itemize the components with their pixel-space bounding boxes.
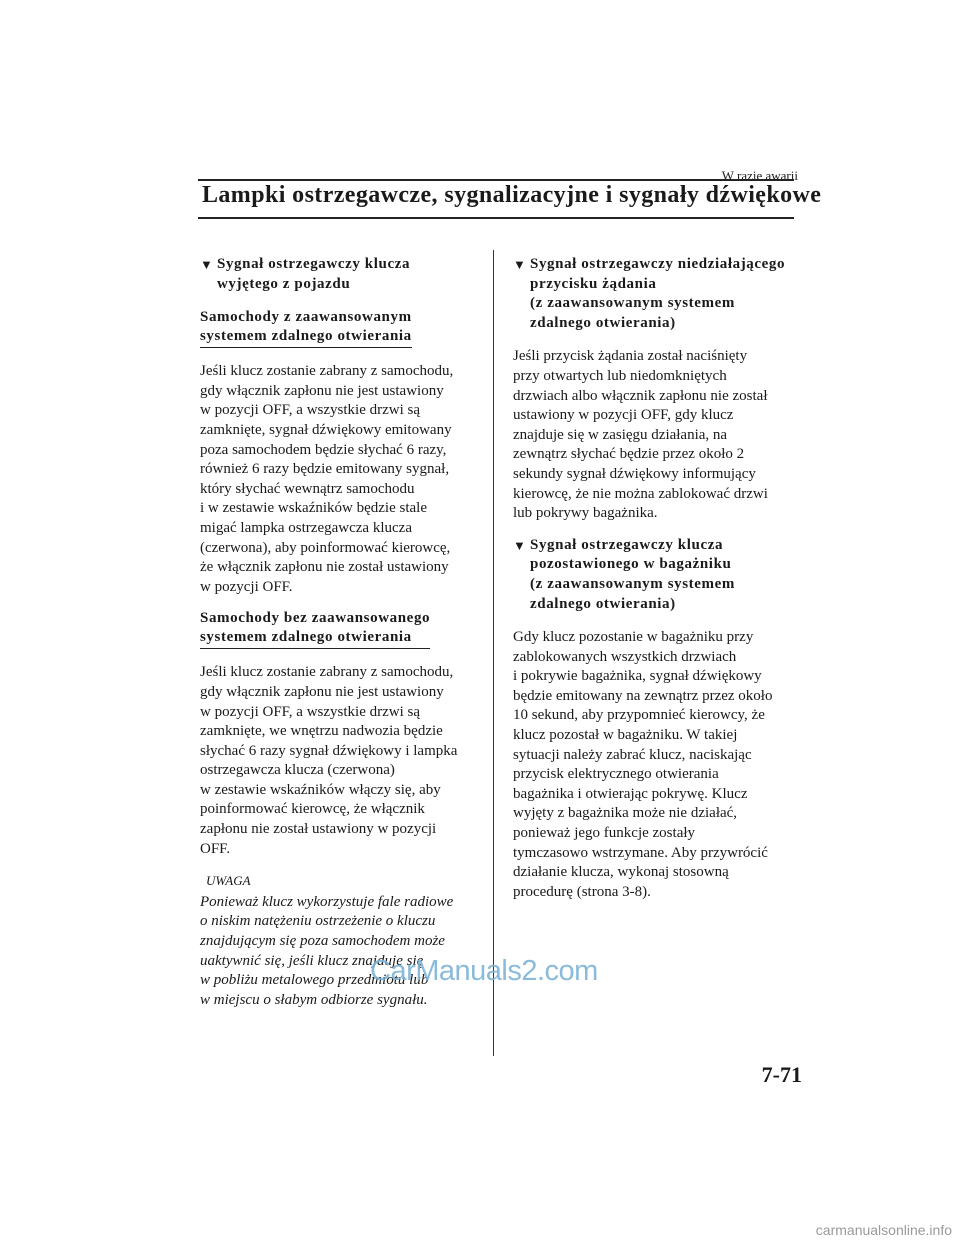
footer-watermark: carmanualsonline.info bbox=[815, 1222, 952, 1238]
section-heading-key-removed bbox=[200, 255, 475, 294]
heading-text: Sygnał ostrzegawczy niedziałającego przycisku żądania (z zaawansowanym systemem zdalnego otwierania) bbox=[530, 256, 786, 331]
column-divider bbox=[493, 250, 494, 1056]
page-title: Lampki ostrzegawcze, sygnalizacyjne i sygnały dźwiękowe bbox=[202, 182, 822, 208]
paragraph: Jeśli przycisk żądania został naciśnięty przy otwartych lub niedomkniętych drzwiach albo włącznik zapłonu nie został ustawiony w pozycji OFF, gdy klucz znajduje się w zasięgu działania, na zewnątrz słychać będzie przez około 2 sekundy sygnał dźwiękowy informujący kierowcę, że nie można zablokować drzwi lub pokrywy bagażnika. bbox=[513, 348, 768, 522]
section-heading-key-in-trunk bbox=[513, 536, 788, 614]
subheading-without-advanced-keyless: Samochody bez zaawansowanego systemem zdalnego otwierania bbox=[200, 609, 430, 649]
page-number: 7-71 bbox=[761, 1062, 802, 1087]
note-title: UWAGA bbox=[206, 873, 251, 889]
heading-marker-icon: ▼ bbox=[513, 537, 527, 553]
title-rule-top bbox=[198, 179, 794, 181]
paragraph: Gdy klucz pozostanie w bagażniku przy zablokowanych wszystkich drzwiach i pokrywie bagażnika, sygnał dźwiękowy będzie emitowany na zewnątrz przez około 10 sekund, aby przypomnieć kierowcy, że klucz pozostał w bagażniku. W takiej sytuacji należy zabrać klucz, naciskając przycisk elektrycznego otwierania bagażnika i otwierając pokrywę. Klucz wyjęty z bagażnika może nie działać, ponieważ jego funkcje zostały tymczasowo wstrzymane. Aby przywrócić działanie klucza, wykonaj stosowną procedurę (strona 3-8). bbox=[513, 629, 773, 900]
subheading-advanced-keyless: Samochody z zaawansowanym systemem zdalnego otwierania bbox=[200, 308, 412, 348]
heading-text: Sygnał ostrzegawczy klucza pozostawionego w bagażniku (z zaawansowanym systemem zdalnego otwierania) bbox=[530, 536, 735, 612]
paragraph: Jeśli klucz zostanie zabrany z samochodu, gdy włącznik zapłonu nie jest ustawiony w pozycji OFF, a wszystkie drzwi są zamknięte, sygnał dźwiękowy emitowany poza samochodem będzie słychać 6 razy, również 6 razy będzie emitowany sygnał, który słychać wewnątrz samochodu i w zestawie wskaźników będzie stale migać lampka ostrzegawcza klucza (czerwona), aby poinformować kierowcę, że włącznik zapłonu nie został ustawiony w pozycji OFF. bbox=[200, 363, 454, 595]
left-column bbox=[200, 255, 475, 1010]
paragraph: Jeśli klucz zostanie zabrany z samochodu, gdy włącznik zapłonu nie jest ustawiony w pozycji OFF, a wszystkie drzwi są zamknięte, we wnętrzu nadwozia będzie słychać 6 razy sygnał dźwiękowy i lampka ostrzegawcza klucza (czerwona) w zestawie wskaźników włączy się, aby poinformować kierowcę, że włącznik zapłonu nie został ustawiony w pozycji OFF. bbox=[200, 664, 458, 857]
heading-text: Sygnał ostrzegawczy klucza wyjętego z pojazdu bbox=[217, 256, 411, 292]
heading-marker-icon: ▼ bbox=[200, 257, 214, 272]
section-heading-request-switch bbox=[513, 255, 788, 333]
title-rule-bottom bbox=[198, 217, 794, 219]
heading-marker-icon: ▼ bbox=[513, 257, 527, 272]
note-body: Ponieważ klucz wykorzystuje fale radiowe o niskim natężeniu ostrzeżenie o kluczu znajdującym się poza samochodem może uaktywnić się, jeśli klucz znajduje się w pobliżu metalowego przedmiotu lub w miejscu o słabym odbiorze sygnału. bbox=[200, 893, 454, 1008]
watermark-logo: CarManuals2.com bbox=[370, 955, 598, 987]
section-label: W razie awarii bbox=[721, 168, 798, 183]
right-column bbox=[513, 255, 788, 914]
